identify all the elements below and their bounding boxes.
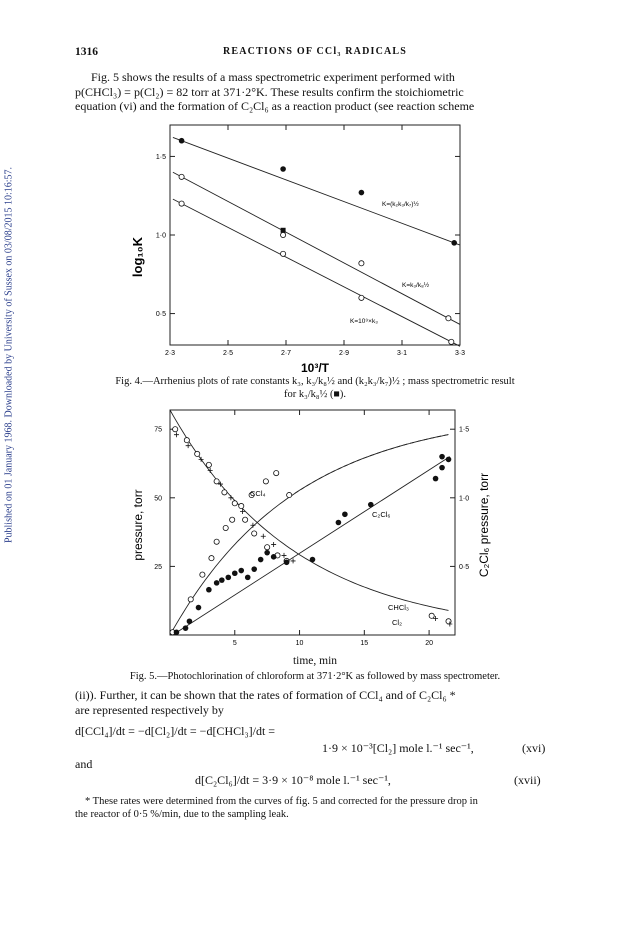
fig5-point bbox=[291, 558, 296, 563]
equation-xvii-number: (xvii) bbox=[514, 773, 541, 787]
fig5-xtick-label: 15 bbox=[360, 640, 369, 647]
fig5-xlabel-text: time, min bbox=[292, 655, 338, 667]
figure-4-arrhenius-plot bbox=[120, 122, 485, 372]
fig4-point bbox=[451, 240, 457, 246]
fig5-point bbox=[206, 587, 212, 593]
fig5-point bbox=[228, 495, 233, 500]
fig5-point bbox=[206, 462, 211, 467]
download-watermark bbox=[2, 120, 16, 590]
fig5-point bbox=[429, 613, 434, 618]
fig4-caption-line: for k₃/k₈½ (■). bbox=[283, 389, 347, 400]
fig5-xtick-label: 5 bbox=[232, 640, 237, 647]
fig5-point bbox=[274, 471, 279, 476]
fig5-point bbox=[368, 502, 374, 508]
fig5-annot-c2cl6: C₂Cl₆ bbox=[372, 510, 391, 519]
fig5-ytick-label: 25 bbox=[154, 563, 162, 571]
body-line: are represented respectively by bbox=[75, 702, 224, 717]
fig5-ytick-label: 75 bbox=[154, 426, 162, 434]
fig4-point bbox=[281, 232, 286, 237]
fig5-point bbox=[446, 619, 451, 624]
fig5-point bbox=[195, 451, 200, 456]
fig5-point bbox=[336, 520, 342, 526]
fig5-point bbox=[184, 438, 189, 443]
fig5-xtick-label: 20 bbox=[425, 640, 433, 647]
equation-xvi-lhs: d[CCl₄]/dt = −d[Cl₂]/dt = −d[CHCl₃]/dt = bbox=[75, 724, 276, 738]
page-header bbox=[75, 46, 555, 60]
fig4-ytick-label: 0·5 bbox=[155, 311, 166, 319]
equation-xvi-rhs: 1·9 × 10⁻³[Cl₂] mole l.⁻¹ sec⁻¹, bbox=[322, 741, 474, 755]
fig4-point bbox=[359, 261, 364, 266]
fig4-xtick-label: 2·3 bbox=[164, 350, 176, 357]
fig5-point bbox=[232, 501, 237, 506]
fig5-point bbox=[251, 566, 257, 572]
equation-xvii: d[C₂Cl₆]/dt = 3·9 × 10⁻⁸ mole l.⁻¹ sec⁻¹, bbox=[195, 773, 391, 787]
running-title: REACTIONS OF CCl₃ RADICALS bbox=[222, 46, 408, 57]
fig5-annot-ccl4: CCl₄ bbox=[250, 489, 266, 498]
fig5-annot-cl2: Cl₂ bbox=[392, 618, 402, 627]
fig5-point bbox=[232, 570, 238, 576]
fig5-point bbox=[214, 479, 219, 484]
fig5-point bbox=[230, 517, 235, 522]
fig5-point bbox=[342, 511, 348, 517]
fig5-xtick-label: 10 bbox=[295, 640, 304, 647]
fig5-annot-chcl3: CHCl₃ bbox=[388, 603, 409, 612]
intro-paragraph bbox=[75, 70, 555, 114]
fig5-point bbox=[287, 492, 292, 497]
fig4-point bbox=[179, 174, 184, 179]
fig5-point bbox=[173, 427, 178, 432]
fig5-point bbox=[188, 597, 193, 602]
fig5-point bbox=[223, 525, 228, 530]
fig5-y2tick-label: 0·5 bbox=[459, 563, 470, 571]
fig5-point bbox=[187, 618, 193, 624]
fig5-point bbox=[174, 629, 180, 635]
fig5-point bbox=[282, 553, 287, 558]
fig5-ylabel: pressure, torr bbox=[131, 489, 145, 561]
body-line: (ii)). Further, it can be shown that the rates of formation of CCl₄ and of C₂Cl₆ * bbox=[75, 688, 456, 702]
fig4-point bbox=[179, 201, 184, 206]
fig5-point bbox=[214, 580, 220, 586]
fig5-y2tick-label: 1·0 bbox=[459, 495, 470, 503]
fig5-y2tick-label: 1·5 bbox=[459, 426, 470, 434]
fig4-point bbox=[179, 138, 185, 144]
fig5-point bbox=[186, 443, 191, 448]
fig5-point bbox=[225, 575, 231, 581]
fig4-legend-10k: K=10⁹×k₃ bbox=[350, 318, 378, 325]
fig5-point bbox=[433, 476, 439, 482]
fig5-point bbox=[183, 625, 189, 631]
fig5-point bbox=[252, 531, 257, 536]
fig4-point bbox=[280, 166, 286, 172]
fig4-ylabel: log₁₀K bbox=[130, 236, 145, 278]
fig5-point bbox=[284, 559, 290, 565]
fig5-plot-frame bbox=[170, 410, 455, 635]
fig5-point bbox=[238, 568, 244, 574]
fig4-fit-line bbox=[173, 199, 460, 346]
fig5-point bbox=[174, 432, 179, 437]
fig5-point bbox=[310, 557, 316, 563]
intro-line: equation (vi) and the formation of C₂Cl₆ as a reaction product (see reaction scheme bbox=[75, 99, 475, 113]
fig5-point bbox=[200, 572, 205, 577]
fig5-decay-curve bbox=[170, 410, 449, 610]
fig5-point bbox=[261, 534, 266, 539]
fig4-point bbox=[281, 228, 286, 233]
fig4-xtick-label: 3·3 bbox=[454, 350, 466, 357]
fig5-point bbox=[250, 523, 255, 528]
fig4-xtick-label: 2·7 bbox=[280, 350, 292, 357]
fig5-ccl4-extrapolation bbox=[289, 435, 448, 498]
fig5-point bbox=[263, 479, 268, 484]
fig5-y2label: C₂Cl₆ pressure, torr bbox=[477, 472, 491, 578]
and-text: and bbox=[75, 757, 93, 771]
fig4-legend-kk: K=(k₂k₃/k₇)½ bbox=[382, 201, 419, 208]
fig5-point bbox=[222, 490, 227, 495]
fig4-point bbox=[446, 316, 451, 321]
footnote bbox=[75, 796, 555, 821]
fig5-point bbox=[439, 454, 445, 460]
fig5-point bbox=[264, 550, 270, 556]
fig5-point bbox=[265, 545, 270, 550]
fig5-point bbox=[239, 503, 244, 508]
footnote-line: * These rates were determined from the curves of fig. 5 and corrected for the pressure drop in bbox=[85, 796, 478, 807]
figure-5-photochlorination bbox=[110, 405, 500, 655]
fig4-legend-ksqrt: K=k₃/k₈½ bbox=[402, 282, 430, 289]
fig4-xtick-label: 2·9 bbox=[338, 350, 350, 357]
fig4-xtick-label: 2·5 bbox=[222, 350, 234, 357]
fig4-ytick-label: 1·5 bbox=[155, 153, 166, 161]
page-number: 1316 bbox=[75, 46, 98, 58]
fig5-point bbox=[243, 517, 248, 522]
fig5-point bbox=[271, 542, 276, 547]
fig5-point bbox=[446, 457, 452, 463]
watermark-text: Published on 01 January 1968. Downloaded by University of Sussex on 03/08/2015 10:16:57. bbox=[3, 166, 15, 544]
intro-line: p(CHCl₃) = p(Cl₂) = 82 torr at 371·2°K. These results confirm the stoichiometric bbox=[75, 84, 464, 99]
body-paragraph bbox=[75, 688, 555, 717]
fig4-point bbox=[281, 251, 286, 256]
fig5-point bbox=[196, 605, 202, 611]
fig4-caption bbox=[75, 375, 555, 401]
fig5-point bbox=[209, 556, 214, 561]
equation-xvi-number: (xvi) bbox=[522, 741, 546, 755]
fig4-xtick-label: 3·1 bbox=[396, 350, 408, 357]
footnote-line: the reactor of 0·5 %/min, due to the sampling leak. bbox=[75, 808, 289, 820]
fig4-fit-line bbox=[173, 137, 460, 245]
fig4-point bbox=[359, 295, 364, 300]
fig4-caption-line: Fig. 4.—Arrhenius plots of rate constants k₃, k₃/k₈½ and (k₂k₃/k₇)½ ; mass spectrometric result bbox=[115, 376, 515, 387]
fig5-point bbox=[258, 557, 264, 563]
fig4-point bbox=[449, 339, 454, 344]
fig5-point bbox=[214, 539, 219, 544]
fig4-point bbox=[359, 190, 365, 196]
fig4-xlabel: 10³/T bbox=[300, 361, 330, 372]
intro-line: Fig. 5 shows the results of a mass spectrometric experiment performed with bbox=[91, 70, 455, 84]
fig4-fit-line bbox=[173, 172, 460, 324]
fig5-point bbox=[245, 575, 251, 581]
fig4-ytick-label: 1·0 bbox=[155, 232, 166, 240]
fig5-point bbox=[271, 554, 277, 560]
fig5-point bbox=[219, 577, 225, 583]
fig5-ytick-label: 50 bbox=[154, 495, 162, 503]
fig4-plot-frame bbox=[170, 125, 460, 345]
fig5-point bbox=[439, 465, 445, 471]
fig5-caption: Fig. 5.—Photochlorination of chloroform at 371·2°K as followed by mass spectrometer. bbox=[129, 671, 501, 682]
